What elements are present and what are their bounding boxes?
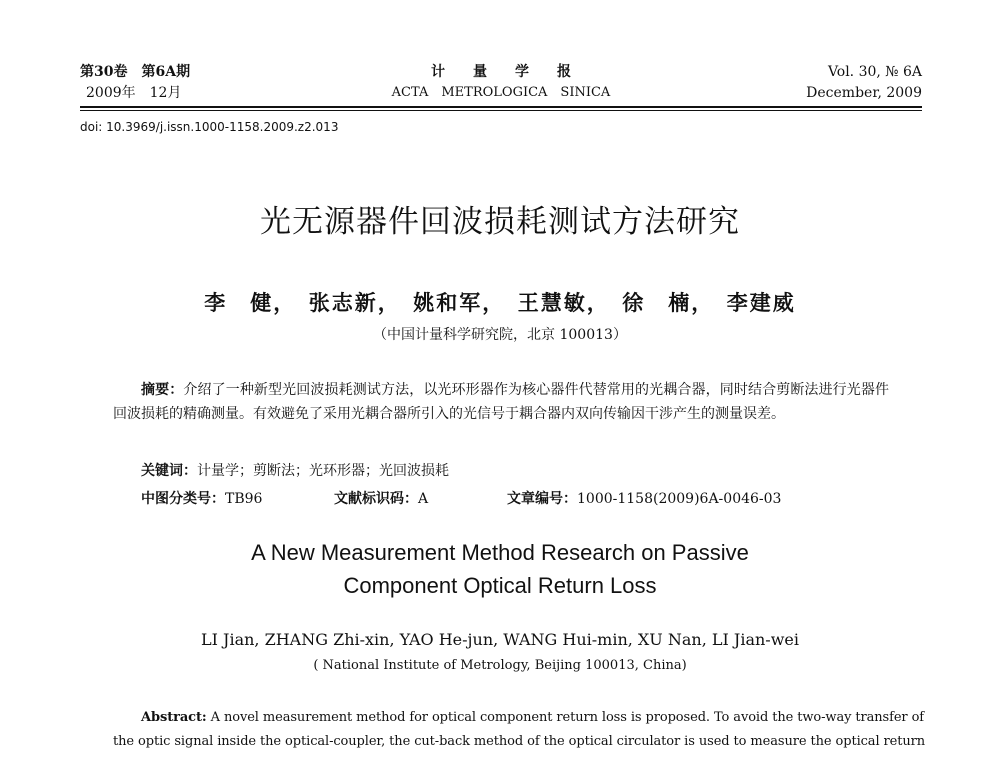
header-volume-issue-cn: 第30卷 第6A期 (80, 64, 191, 80)
header-rule-thick (80, 106, 922, 108)
paper-title-cn: 光无源器件回波损耗测试方法研究 (260, 204, 740, 240)
article-no-value: 1000-1158(2009)6A-0046-03 (577, 491, 782, 507)
doc-code-value: A (418, 491, 429, 507)
header-rule-thin (80, 110, 922, 111)
keywords-cn (141, 460, 449, 480)
authors-cn: 李 健， 张志新， 姚和军， 王慧敏， 徐 楠， 李建威 (204, 290, 796, 315)
authors-en: LI Jian, ZHANG Zhi-xin, YAO He-jun, WANG Hui-min, XU Nan, LI Jian-wei (201, 630, 799, 649)
document-code (334, 488, 428, 508)
clc-label: 中图分类号： (141, 491, 225, 507)
affiliation-en: ( National Institute of Metrology, Beijing 100013, China) (313, 658, 687, 673)
abstract-en-text-1: A novel measurement method for optical component return loss is proposed. To avoid the two-way transfer of (210, 710, 925, 725)
abstract-en-line2: the optic signal inside the optical-coupler, the cut-back method of the optical circulator is used to measure the optical return (113, 734, 926, 749)
paper-title-en-line1: A New Measurement Method Research on Passive (251, 540, 749, 565)
article-number (507, 488, 781, 508)
abstract-cn (113, 378, 889, 426)
doc-code-label: 文献标识码： (334, 491, 418, 507)
article-no-label: 文章编号： (507, 491, 577, 507)
abstract-en-line1 (141, 710, 924, 725)
affiliation-cn: （中国计量科学研究院，北京 100013） (373, 327, 627, 343)
header-date-en: December, 2009 (806, 85, 922, 101)
paper-title-en-line2: Component Optical Return Loss (343, 573, 657, 598)
header-volume-issue-en: Vol. 30, № 6A (827, 64, 922, 80)
abstract-en-label: Abstract: (141, 710, 207, 725)
abstract-cn-text: 介绍了一种新型光回波损耗测试方法，以光环形器作为核心器件代替常用的光耦合器，同时结合剪断法进行光器件回波损耗的精确测量。有效避免了采用光耦合器所引入的光信号于耦合器内双向传输因干涉产生的测量误差。 (113, 382, 890, 422)
clc-number (141, 488, 262, 508)
header-journal-cn: 计 量 学 报 (431, 64, 571, 80)
header-journal-en: ACTA METROLOGICA SINICA (391, 85, 611, 100)
abstract-cn-label: 摘要： (141, 382, 184, 398)
clc-value: TB96 (225, 491, 263, 507)
header-date-cn: 2009年 12月 (86, 85, 182, 101)
keywords-cn-label: 关键词： (141, 463, 197, 479)
doi: doi: 10.3969/j.issn.1000-1158.2009.z2.013 (80, 120, 339, 134)
keywords-cn-text: 计量学；剪断法；光环形器；光回波损耗 (197, 463, 449, 479)
